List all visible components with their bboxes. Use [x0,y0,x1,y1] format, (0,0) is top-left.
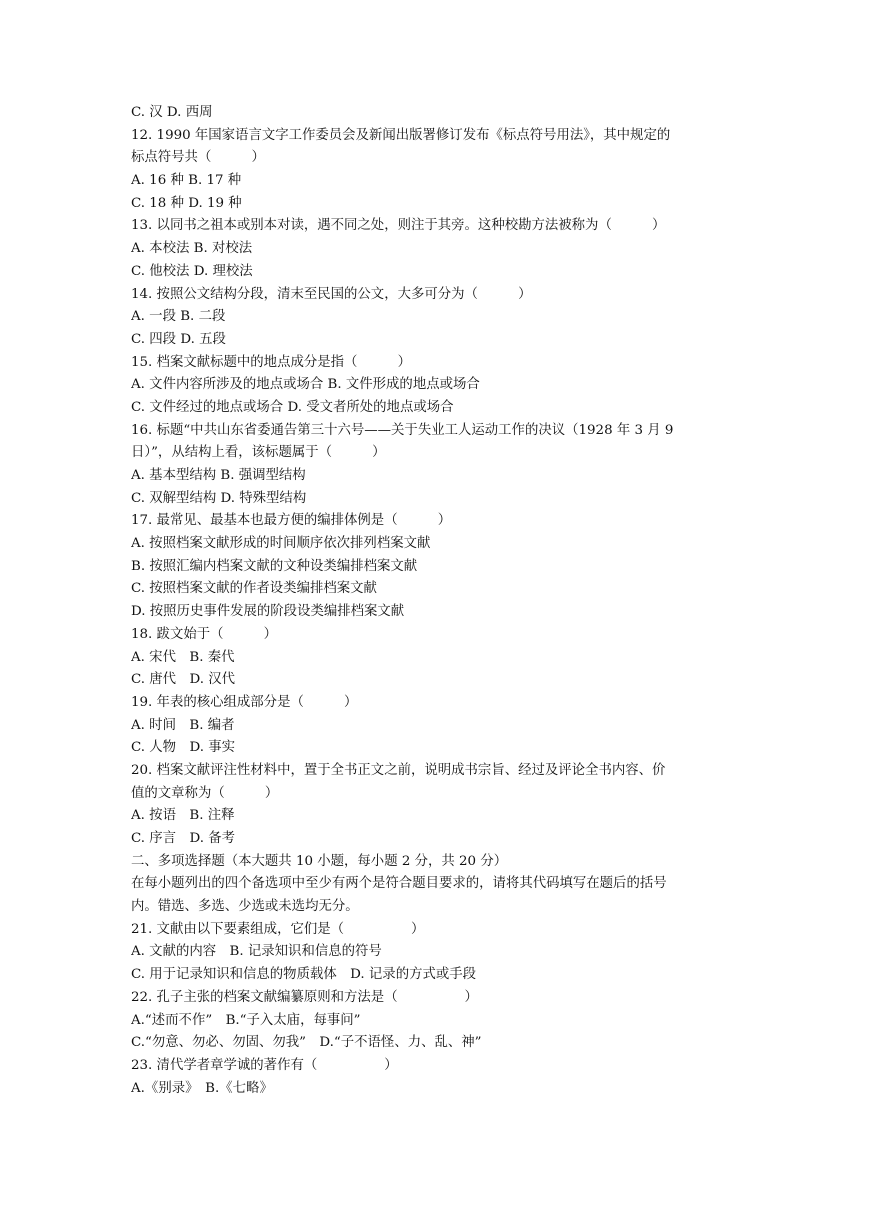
answer-line-18-ab: A. 宋代 B. 秦代 [131,649,235,665]
question-20-line-2: 值的文章称为（ ） [131,785,279,801]
answer-line-23-ab: A.《别录》 B.《七略》 [131,1080,273,1096]
question-19: 19. 年表的核心组成部分是（ ） [131,694,358,710]
answer-17-b: B. 按照汇编内档案文献的文种设类编排档案文献 [131,558,418,574]
question-20-line-1: 20. 档案文献评注性材料中，置于全书正文之前，说明成书宗旨、经过及评论全书内容、价 [131,762,666,778]
section-instructions-line-1: 在每小题列出的四个备选项中至少有两个是符合题目要求的，请将其代码填写在题后的括号 [131,876,667,892]
answer-line-13-cd: C. 他校法 D. 理校法 [131,263,253,279]
answer-line-22-cd: C.“勿意、勿必、勿固、勿我” D.“子不语怪、力、乱、神” [131,1035,482,1051]
question-13: 13. 以同书之祖本或别本对读，遇不同之处，则注于其旁。这种校勘方法被称为（ ） [131,218,666,234]
answer-line-13-ab: A. 本校法 B. 对校法 [131,241,253,257]
question-22: 22. 孔子主张的档案文献编纂原则和方法是（ ） [131,989,478,1005]
answer-line-12-ab: A. 16 种 B. 17 种 [131,173,242,189]
answer-17-c: C. 按照档案文献的作者设类编排档案文献 [131,581,377,597]
answer-line-15-cd: C. 文件经过的地点或场合 D. 受文者所处的地点或场合 [131,399,454,415]
question-16-line-2: 日）”，从结构上看，该标题属于（ ） [131,445,386,461]
section-instructions-line-2: 内。错选、多选、少选或未选均无分。 [131,899,359,915]
answer-line-15-ab: A. 文件内容所涉及的地点或场合 B. 文件形成的地点或场合 [131,377,480,393]
answer-line-20-cd: C. 序言 D. 备考 [131,831,236,846]
answer-line-19-ab: A. 时间 B. 编者 [131,717,235,733]
section-heading-multiple-choice: 二、多项选择题（本大题共 10 小题，每小题 2 分，共 20 分） [131,853,508,869]
answer-line-14-cd: C. 四段 D. 五段 [131,331,226,347]
answer-line-19-cd: C. 人物 D. 事实 [131,740,236,756]
question-23: 23. 清代学者章学诚的著作有（ ） [131,1057,398,1073]
answer-17-d: D. 按照历史事件发展的阶段设类编排档案文献 [131,604,405,620]
answer-line-11-cd: C. 汉 D. 西周 [131,105,213,120]
question-21: 21. 文献由以下要素组成，它们是（ ） [131,921,425,937]
question-12-line-2: 标点符号共（ ） [131,150,265,166]
answer-line-21-ab: A. 文献的内容 B. 记录知识和信息的符号 [131,944,382,960]
answer-line-18-cd: C. 唐代 D. 汉代 [131,672,236,688]
answer-line-16-cd: C. 双解型结构 D. 特殊型结构 [131,490,307,506]
question-15: 15. 档案文献标题中的地点成分是指（ ） [131,354,411,370]
document-page [131,102,743,1100]
answer-line-14-ab: A. 一段 B. 二段 [131,309,226,325]
question-17: 17. 最常见、最基本也最方便的编排体例是（ ） [131,513,452,529]
answer-17-a: A. 按照档案文献形成的时间顺序依次排列档案文献 [131,536,431,552]
answer-line-22-ab: A.“述而不作” B.“子入太庙，每事问” [131,1012,361,1028]
answer-line-16-ab: A. 基本型结构 B. 强调型结构 [131,468,306,483]
answer-line-20-ab: A. 按语 B. 注释 [131,808,235,824]
question-12-line-1: 12. 1990 年国家语言文字工作委员会及新闻出版署修订发布《标点符号用法》，其中规定的 [131,127,671,143]
answer-line-21-cd: C. 用于记录知识和信息的物质载体 D. 记录的方式或手段 [131,967,477,983]
question-16-line-1: 16. 标题“中共山东省委通告第三十六号——关于失业工人运动工作的决议（1928 年 3 月 9 [131,422,674,438]
question-18: 18. 跋文始于（ ） [131,626,278,642]
answer-line-12-cd: C. 18 种 D. 19 种 [131,195,242,211]
question-14: 14. 按照公文结构分段，清末至民国的公文，大多可分为（ ） [131,286,532,302]
